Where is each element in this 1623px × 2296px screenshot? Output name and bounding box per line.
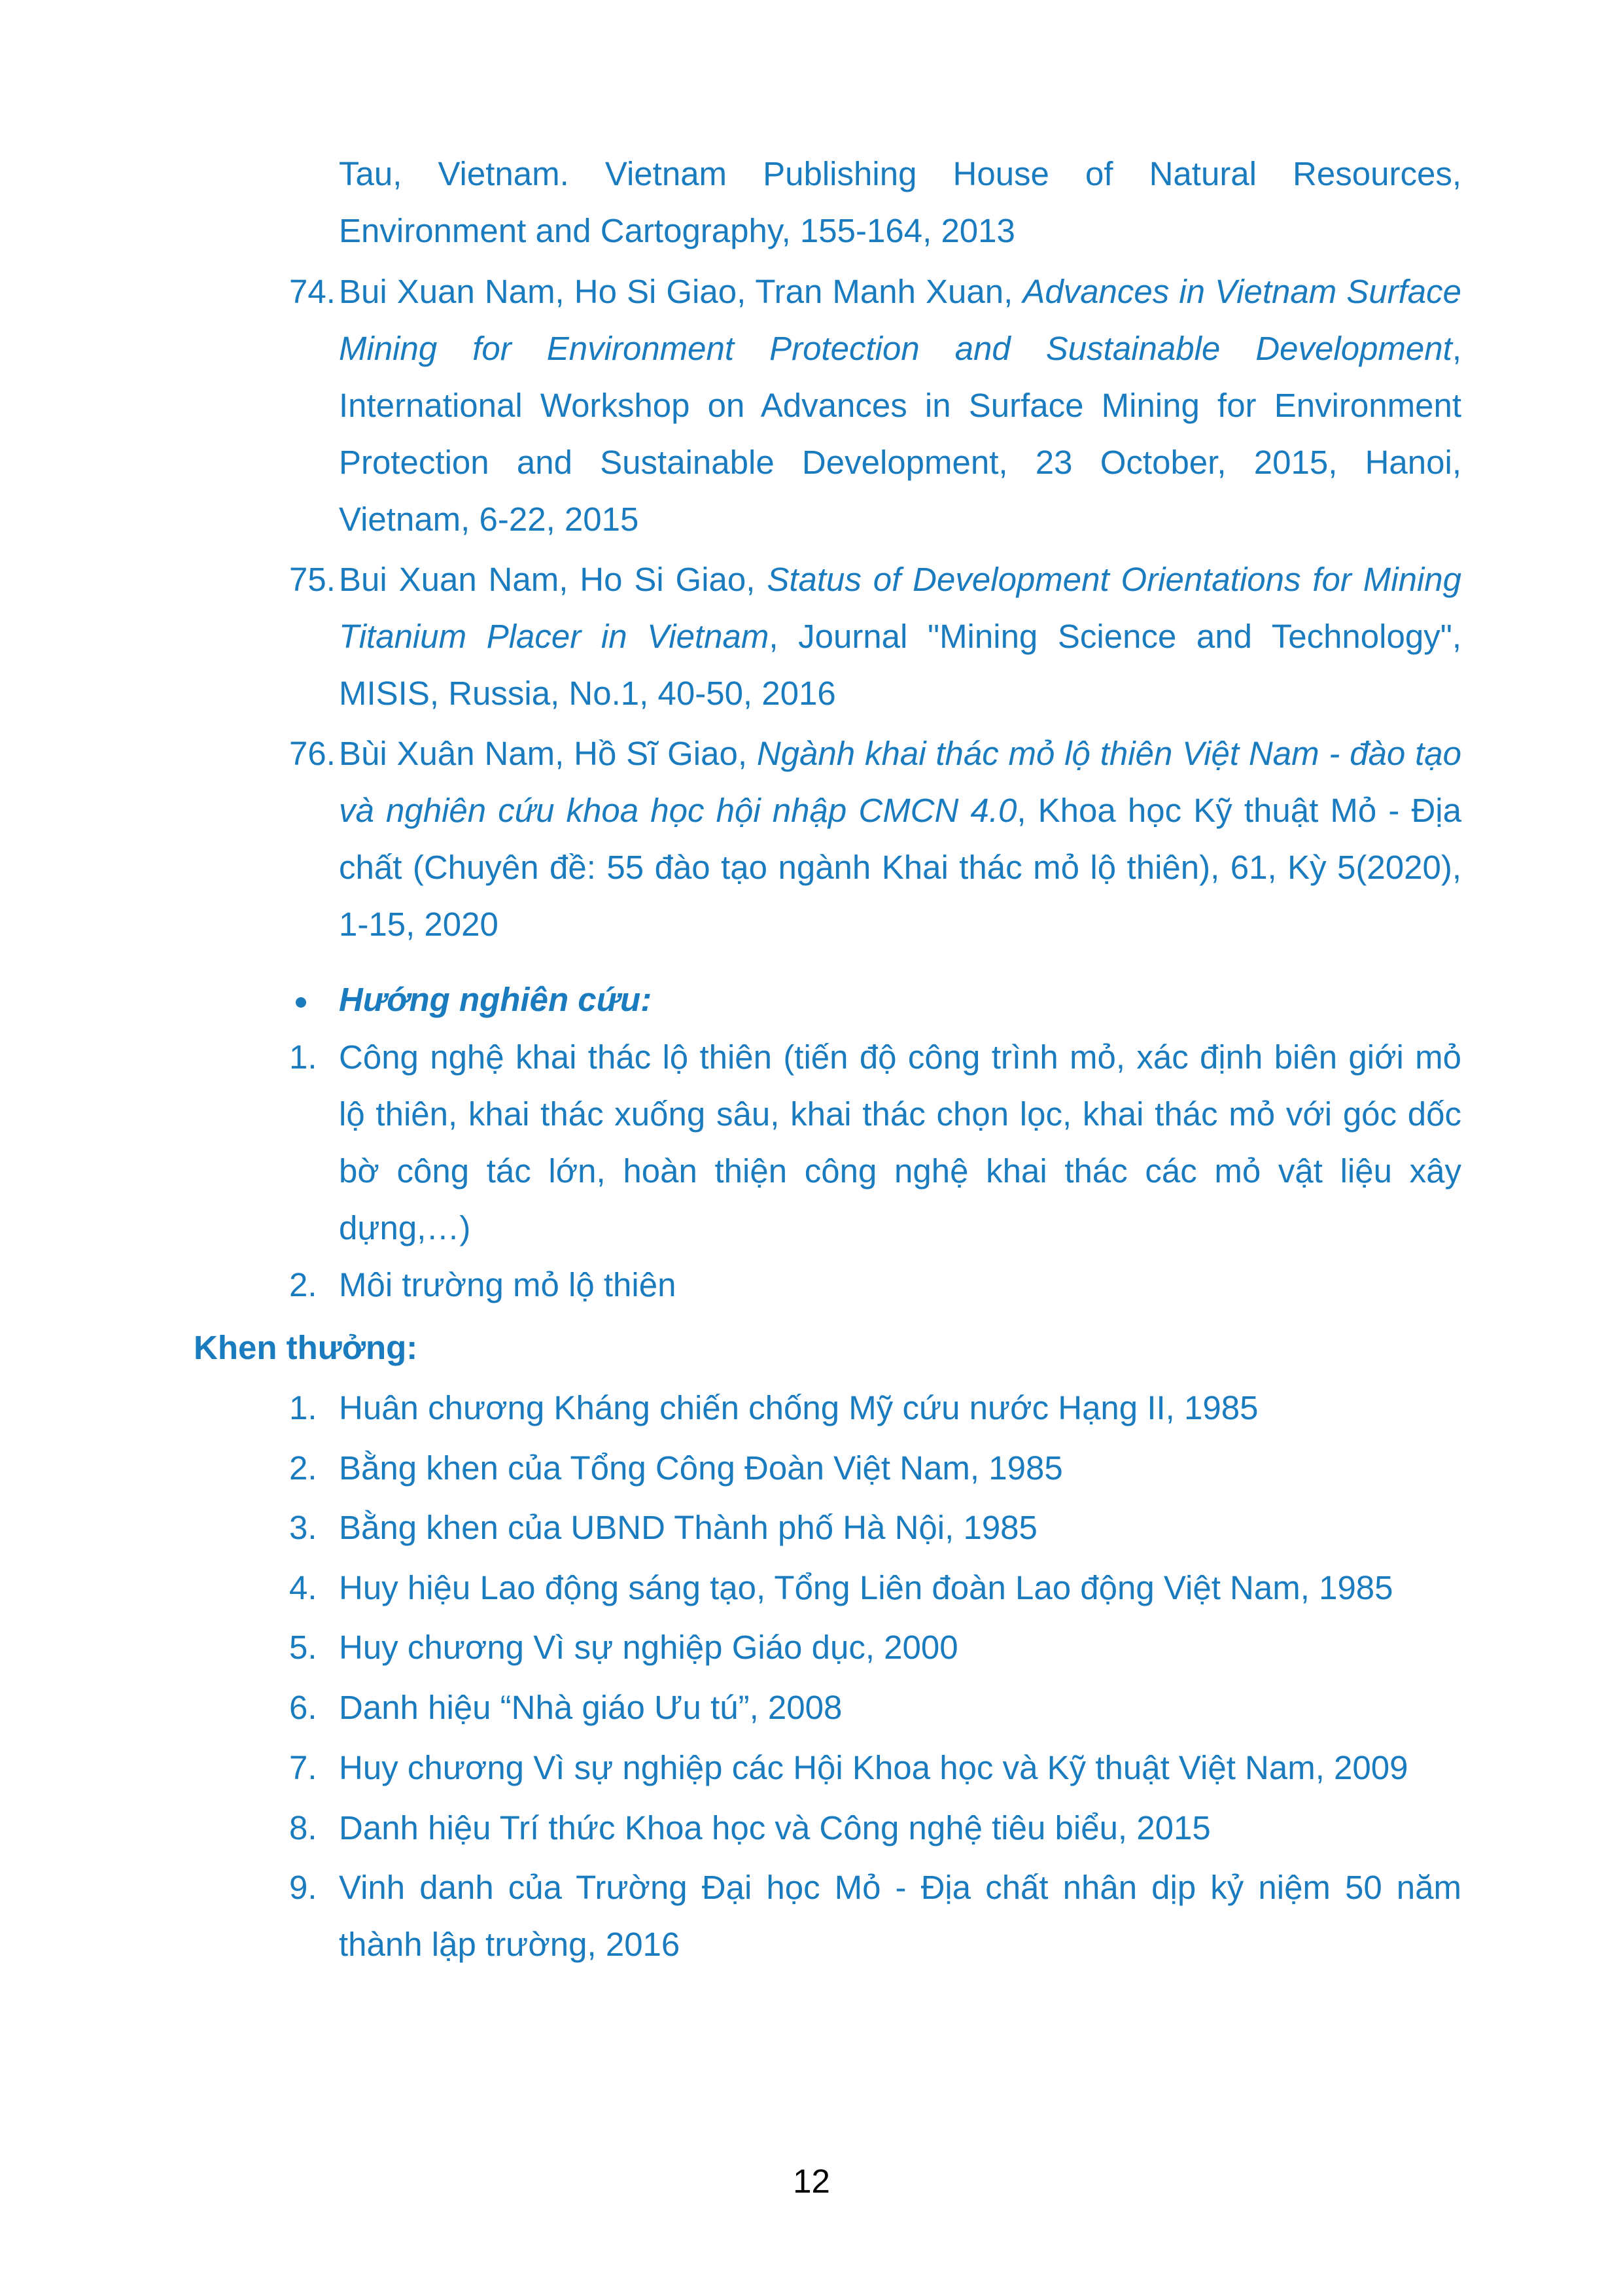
award-item: 1. Huân chương Kháng chiến chống Mỹ cứu nước Hạng II, 1985 [289, 1389, 1259, 1426]
reference-number: 75. [289, 561, 336, 598]
award-item: 8. Danh hiệu Trí thức Khoa học và Công nghệ tiêu biểu, 2015 [289, 1809, 1211, 1846]
reference-number: 74. [289, 273, 336, 310]
research-heading: Hướng nghiên cứu: [339, 981, 652, 1018]
page-number: 12 [793, 2163, 830, 2200]
award-item: 2. Bằng khen của Tổng Công Đoàn Việt Nam, 1985 [289, 1449, 1063, 1487]
award-item: 5. Huy chương Vì sự nghiệp Giáo dục, 2000 [289, 1629, 958, 1666]
reference-74: 74. Bui Xuan Nam, Ho Si Giao, Tran Manh Xuan, Advances in Vietnam Surface Mining for Environment Protection and Sustainable Development, International Workshop on Advances in Surface Mining for Environment Protection and Sustainable Development, 23 October, 2015, Hanoi, Vietnam, 6-22, 2015 [339, 263, 1461, 548]
research-item: 1. Công nghệ khai thác lộ thiên (tiến độ công trình mỏ, xác định biên giới mỏ lộ thiên, khai thác xuống sâu, khai thác chọn lọc, khai thác mỏ với góc dốc bờ công tác lớn, hoàn thiện công nghệ khai thác các mỏ vật liệu xây dựng,…) [289, 1038, 1461, 1246]
reference-title: Ngành khai thác mỏ lộ thiên Việt Nam - đào tạo và nghiên cứu khoa học hội nhập CMCN 4.0 [339, 735, 1462, 829]
reference-title: Advances in Vietnam Surface Mining for Environment Protection and Sustainable Development [339, 273, 1462, 367]
research-item: 2. Môi trường mỏ lộ thiên [289, 1266, 676, 1303]
award-item: 7. Huy chương Vì sự nghiệp các Hội Khoa học và Kỹ thuật Việt Nam, 2009 [289, 1749, 1408, 1786]
award-item: 9. Vinh danh của Trường Đại học Mỏ - Địa chất nhân dịp kỷ niệm 50 năm thành lập trường, 2016 [289, 1869, 1461, 1963]
reference-75: 75. Bui Xuan Nam, Ho Si Giao, Status of Development Orientations for Mining Titanium Placer in Vietnam, Journal "Mining Science and Technology", MISIS, Russia, No.1, 40-50, 2016 [339, 551, 1461, 722]
award-item: 4. Huy hiệu Lao động sáng tạo, Tổng Liên đoàn Lao động Việt Nam, 1985 [289, 1569, 1393, 1606]
reference-continued: Tau, Vietnam. Vietnam Publishing House of Natural Resources, Environment and Cartography, 155-164, 2013 [339, 155, 1461, 249]
reference-title: Status of Development Orientations for Mining Titanium Placer in Vietnam [339, 561, 1462, 655]
reference-76: 76. Bùi Xuân Nam, Hồ Sĩ Giao, Ngành khai thác mỏ lộ thiên Việt Nam - đào tạo và nghiên cứu khoa học hội nhập CMCN 4.0, Khoa học Kỹ thuật Mỏ - Địa chất (Chuyên đề: 55 đào tạo ngành Khai thác mỏ lộ thiên), 61, Kỳ 5(2020), 1-15, 2020 [339, 725, 1461, 953]
bullet-icon [296, 997, 306, 1008]
reference-number: 76. [289, 735, 336, 772]
award-item: 3. Bằng khen của UBND Thành phố Hà Nội, 1985 [289, 1509, 1038, 1546]
awards-title: Khen thưởng: [194, 1329, 418, 1366]
award-item: 6. Danh hiệu “Nhà giáo Ưu tú”, 2008 [289, 1689, 843, 1726]
